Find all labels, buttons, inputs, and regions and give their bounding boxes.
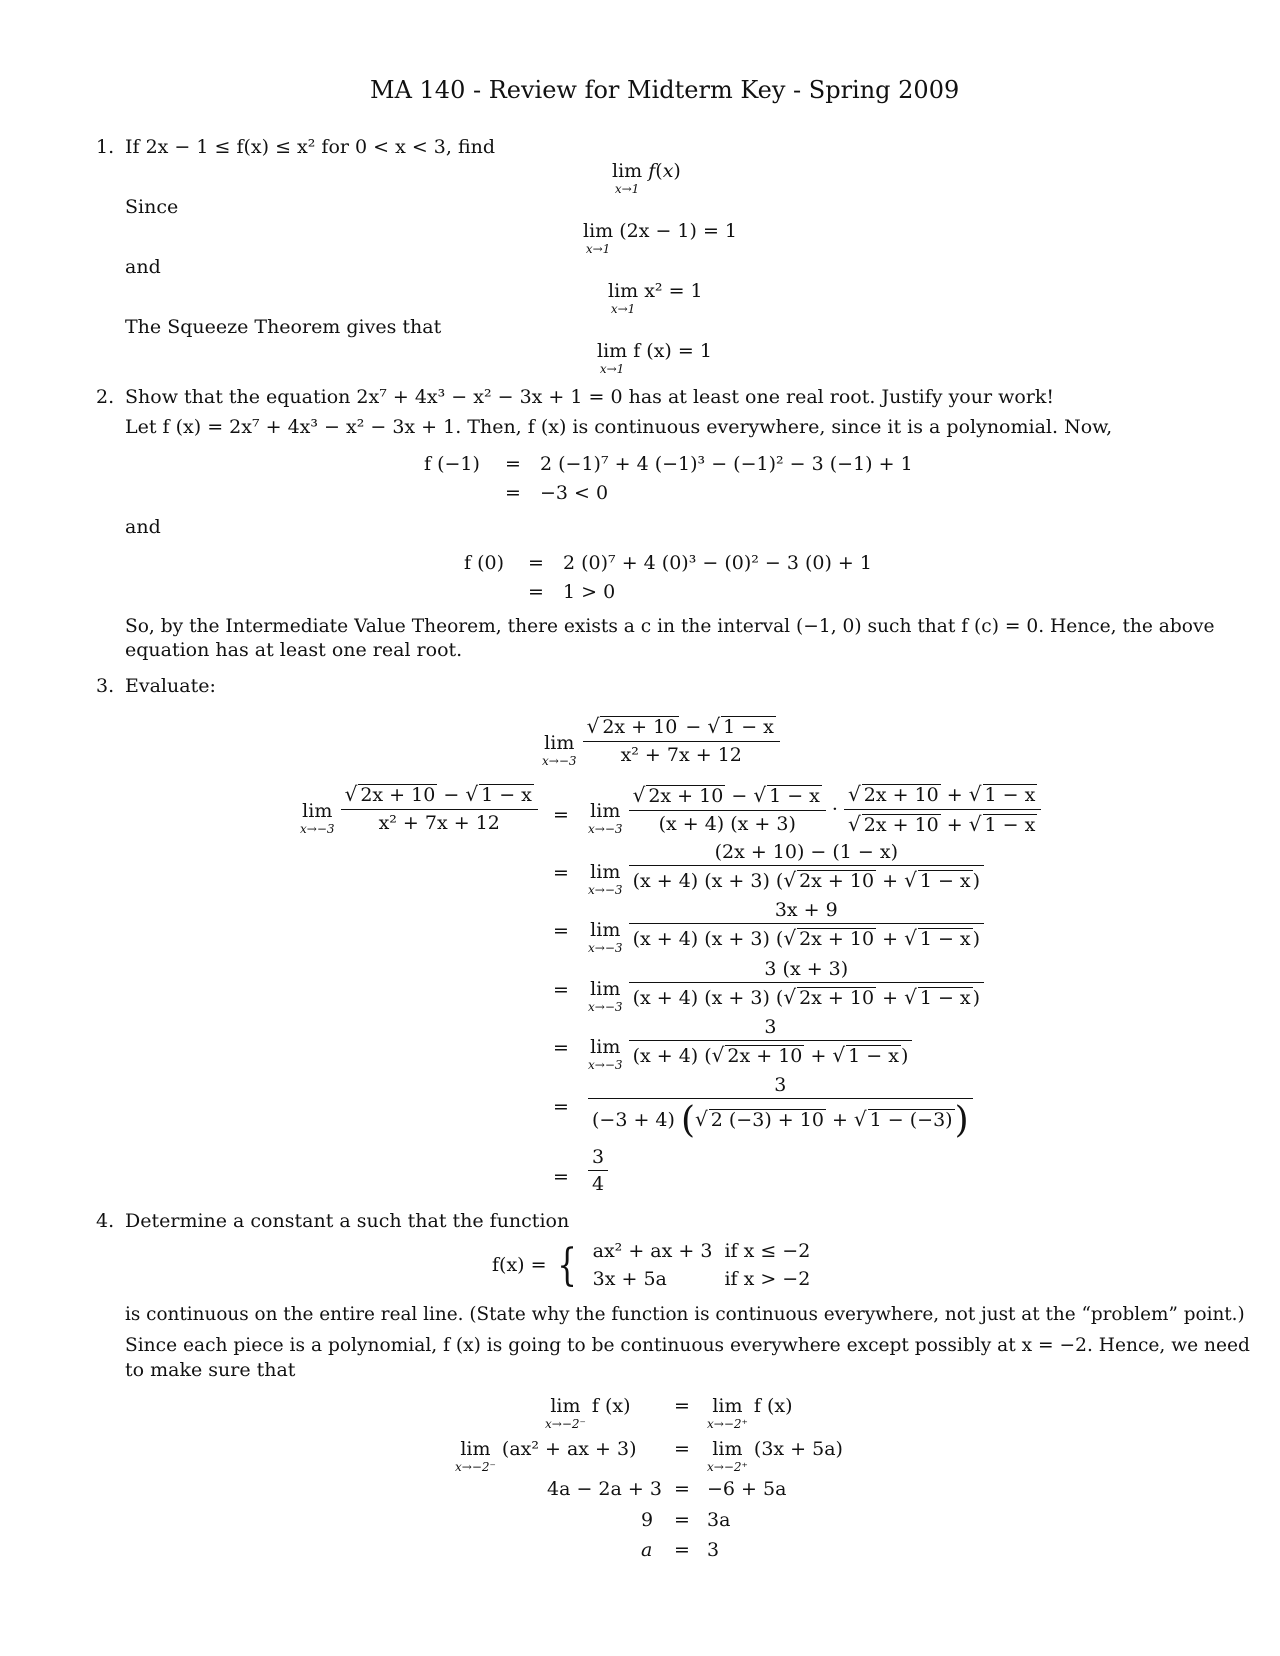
p3-problem-limit: lim x→−3 $\frac{√ 2x + 10 - √ 1 - x}{\text{x² + 7x + 12}}$ — [542, 716, 780, 767]
p4-continuous-line: is continuous on the entire real line. (State why the function is continuous everywhere, not just at the “problem” point.) — [125, 1304, 1245, 1325]
p1-find-limit: lim x→1 f(x) — [612, 160, 681, 196]
p2-eq2-sign1: = — [528, 552, 544, 574]
p3-step1-eq: = — [553, 804, 569, 826]
p4-row1-left: lim x→−2⁻ f (x) — [545, 1395, 631, 1431]
p3-step3-eq: = — [553, 920, 569, 942]
p4-row5-right: 3 — [707, 1539, 720, 1561]
p2-and: and — [125, 516, 161, 538]
p3-step5-rhs: lim x→−3 $\frac{3}{(x + 4) (√ 2x + 10 + √ 1 - x )}$ — [588, 1018, 912, 1071]
p2-eq2-rhs2: 1 > 0 — [563, 581, 616, 603]
p1-limit-lower: lim x→1 (2x − 1) = 1 — [583, 220, 738, 256]
problem-1-number: 1. — [96, 136, 115, 158]
p4-row2-right: lim x→−2⁺ (3x + 5a) — [707, 1438, 843, 1474]
p2-eq1-sign2: = — [505, 482, 521, 504]
p4-since-line2: to make sure that — [125, 1359, 296, 1381]
problem-3-statement: Evaluate: — [125, 675, 216, 697]
p4-row2-left: lim x→−2⁻ (ax² + ax + 3) — [455, 1438, 637, 1474]
p1-limit-result: lim x→1 f (x) = 1 — [597, 340, 712, 376]
p3-step3-rhs: lim x→−3 $\frac{3x + 9}{(x + 4) (x + 3) (√ 2x + 10 + √ 1 - x )}$ — [588, 901, 984, 954]
p4-row1-eq: = — [674, 1395, 690, 1417]
p4-row4-left: 9 — [641, 1509, 654, 1531]
p4-cases — [587, 1238, 817, 1293]
p3-step2-rhs: lim x→−3 $\frac{(2x + 10) - (1 - x)}{(x + 4) (x + 3) (√ 2x + 10 + √ 1 - x )}$ — [588, 843, 984, 896]
p4-row3-left: 4a − 2a + 3 — [547, 1478, 662, 1500]
problem-4-number: 4. — [96, 1210, 115, 1232]
p4-since-line1: Since each piece is a polynomial, f (x) is going to be continuous everywhere except possibly at x = −2. Hence, we need — [125, 1335, 1250, 1356]
p1-since: Since — [125, 196, 179, 218]
p3-answer: $\frac{3}{4}$ — [588, 1148, 608, 1194]
problem-3-number: 3. — [96, 675, 115, 697]
p3-step4-rhs: lim x→−3 $\frac{3 (x + 3)}{(x + 4) (x + 3) (√ 2x + 10 + √ 1 - x )}$ — [588, 960, 984, 1013]
p2-eq2-lhs: f (0) — [464, 552, 504, 574]
p3-step5-eq: = — [553, 1037, 569, 1059]
p2-eq2-rhs1: 2 (0)⁷ + 4 (0)³ − (0)² − 3 (0) + 1 — [563, 552, 872, 574]
p4-row3-eq: = — [674, 1478, 690, 1500]
p1-squeeze-text: The Squeeze Theorem gives that — [125, 316, 442, 338]
p3-step6-rhs: $\frac{3}{(-3 + 4) (√ 2 (-3) + 10 + √ 1 - (-3))}$ — [588, 1076, 973, 1139]
p3-step4-eq: = — [553, 979, 569, 1001]
p1-limit-upper: lim x→1 x² = 1 — [608, 280, 703, 316]
p2-eq1-lhs: f (−1) — [424, 453, 480, 475]
p4-case2-expr: 3x + 5a — [592, 1267, 667, 1290]
p2-let-line: Let f (x) = 2x⁷ + 4x³ − x² − 3x + 1. Then, f (x) is continuous everywhere, since it is a polynomial. Now, — [125, 416, 1113, 438]
p2-conclusion-line1: So, by the Intermediate Value Theorem, there exists a c in the interval (−1, 0) such that f (c) = 0. Hence, the above — [125, 616, 1215, 637]
p4-piecewise: f(x) = { ax² + ax + 3 if x ≤ −2 3x + 5a if x > −2 — [492, 1238, 816, 1293]
problem-4-statement: Determine a constant a such that the function — [125, 1210, 570, 1232]
problem-2-statement: Show that the equation 2x⁷ + 4x³ − x² − 3x + 1 = 0 has at least one real root. Justify your work! — [125, 386, 1055, 408]
p4-case1-cond: if x ≤ −2 — [724, 1240, 811, 1262]
p3-answer-eq: = — [553, 1166, 569, 1188]
p2-eq1-sign1: = — [505, 453, 521, 475]
problem-1-statement: If 2x − 1 ≤ f(x) ≤ x² for 0 < x < 3, find — [125, 136, 496, 158]
p4-row2-eq: = — [674, 1438, 690, 1460]
p4-row5-left: a — [641, 1539, 653, 1561]
p2-conclusion-line2: equation has at least one real root. — [125, 639, 463, 661]
problem-2-number: 2. — [96, 386, 115, 408]
p2-eq1-rhs2: −3 < 0 — [540, 482, 609, 504]
p4-case2-cond: if x > −2 — [724, 1267, 811, 1290]
p3-step2-eq: = — [553, 862, 569, 884]
p4-row1-right: lim x→−2⁺ f (x) — [707, 1395, 793, 1431]
p2-eq2-sign2: = — [528, 581, 544, 603]
p4-row3-right: −6 + 5a — [707, 1478, 787, 1500]
p3-step1-lhs: lim x→−3 $\frac{√ 2x + 10 - √ 1 - x}{\text{x² + 7x + 12}}$ — [300, 784, 538, 835]
p1-and: and — [125, 256, 161, 278]
p3-step6-eq: = — [553, 1096, 569, 1118]
page-title: MA 140 - Review for Midterm Key - Spring 2009 — [370, 76, 960, 104]
p4-row4-right: 3a — [707, 1509, 731, 1531]
p2-eq1-rhs1: 2 (−1)⁷ + 4 (−1)³ − (−1)² − 3 (−1) + 1 — [540, 453, 913, 475]
p4-row4-eq: = — [674, 1509, 690, 1531]
p4-row5-eq: = — [674, 1539, 690, 1561]
p4-case1-expr: ax² + ax + 3 — [592, 1240, 713, 1262]
p3-step1-rhs: lim x→−3 $\frac{√ 2x + 10 - √ 1 - x}{(x + 4) (x + 3)}$ · $\frac{√ 2x + 10 + √ 1 - x}{√ 2x + 10 + √ 1 - x}$ — [588, 784, 1041, 836]
